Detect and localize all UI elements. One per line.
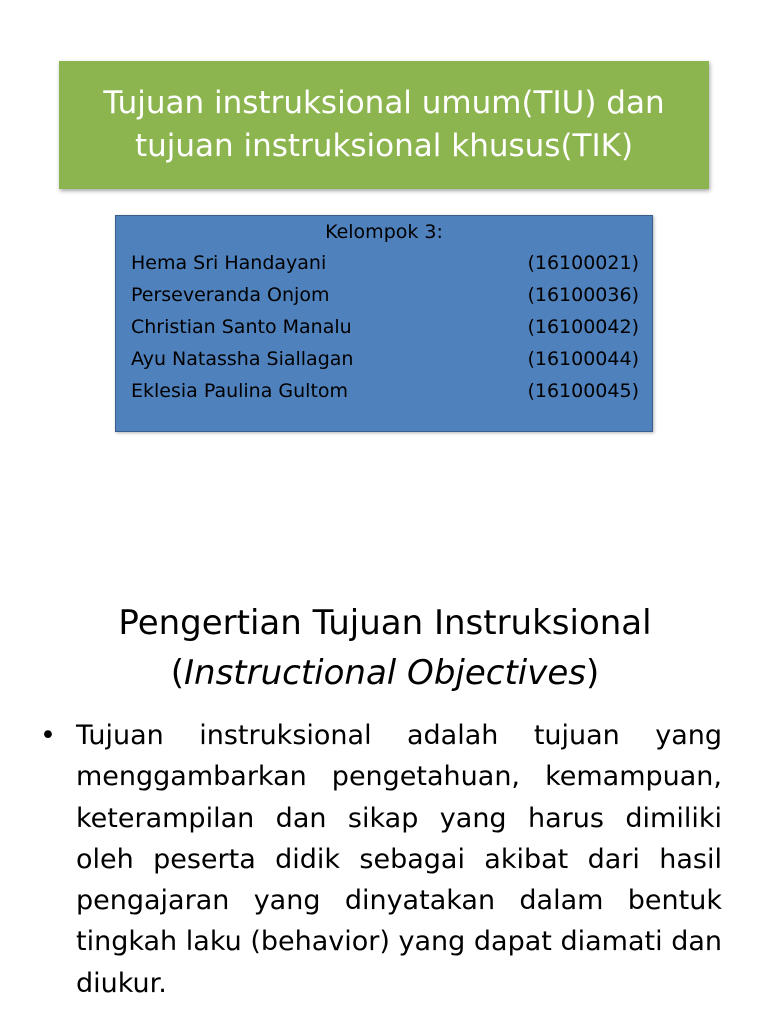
member-row: [131, 346, 639, 378]
member-list: [131, 250, 639, 410]
group-heading: Kelompok 3:: [325, 221, 443, 243]
member-id: (16100045): [527, 380, 639, 402]
title-line-2: tujuan instruksional khusus(TIK): [134, 128, 634, 164]
slide-title: [64, 82, 704, 168]
member-name: Ayu Natassha Siallagan: [131, 348, 354, 370]
paren-open: (: [170, 653, 184, 693]
member-id: (16100044): [527, 348, 639, 370]
member-id: (16100021): [527, 252, 639, 274]
member-name: Christian Santo Manalu: [131, 316, 352, 338]
title-box: [59, 61, 709, 189]
member-id: (16100042): [527, 316, 639, 338]
section-heading-line-1: Pengertian Tujuan Instruksional: [118, 603, 652, 643]
member-row: [131, 314, 639, 346]
section-heading: [60, 598, 710, 698]
member-row: [131, 282, 639, 314]
group-box: [115, 215, 653, 432]
title-line-1: Tujuan instruksional umum(TIU) dan: [103, 85, 665, 121]
member-name: Perseveranda Onjom: [131, 284, 330, 306]
section-heading-line-2: [60, 648, 710, 698]
section-heading-italic: Instructional Objectives: [184, 653, 586, 693]
member-row: [131, 250, 639, 282]
bullet-paragraph: Tujuan instruksional adalah tujuan yang menggambarkan pengetahuan, kemampuan, keterampilan dan sikap yang harus dimiliki oleh peserta didik sebagai akibat dari hasil pengajaran yang dinyatakan dalam bentuk tingkah laku (behavior) yang dapat diamati dan diukur.: [76, 720, 722, 999]
bullet-icon: •: [40, 720, 56, 751]
member-id: (16100036): [527, 284, 639, 306]
member-name: Hema Sri Handayani: [131, 252, 327, 274]
member-row: [131, 378, 639, 410]
paren-close: ): [586, 653, 600, 693]
member-name: Eklesia Paulina Gultom: [131, 380, 349, 402]
